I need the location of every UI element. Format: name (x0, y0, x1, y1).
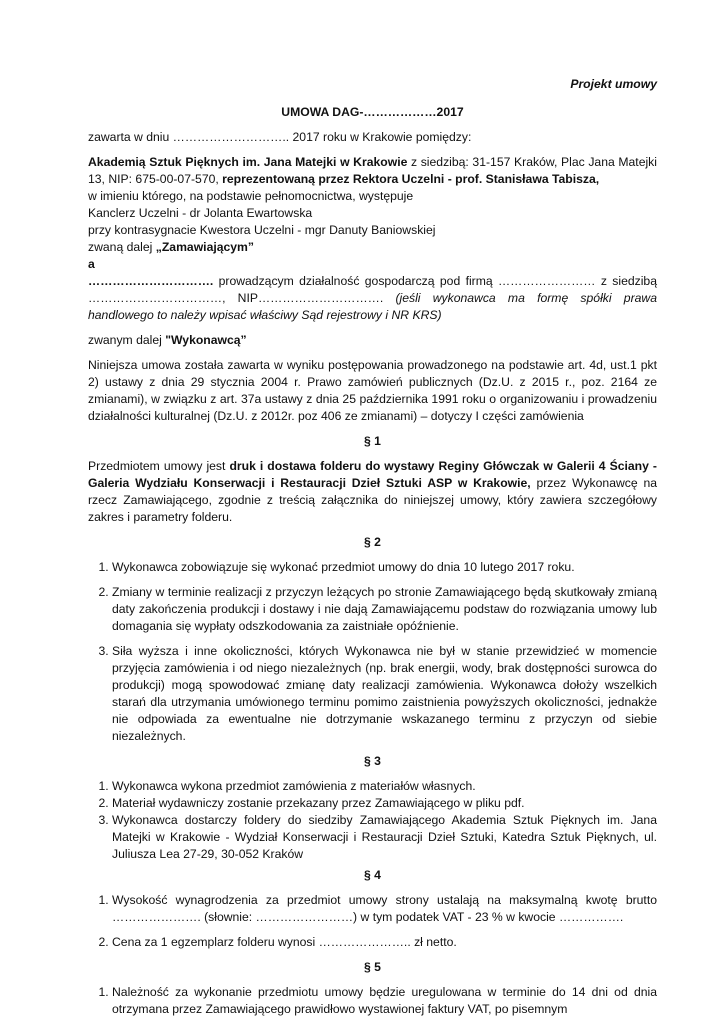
section-5-list (88, 984, 657, 1018)
list-item: 2. Materiał wydawniczy zostanie przekazany przez Zamawiającego w pliku pdf. (112, 795, 657, 812)
basis-paragraph: Niniejsza umowa została zawarta w wyniku postępowania prowadzonego na podstawie art. 4d, ust.1 pkt 2) ustawy z dnia 29 stycznia 2004 r. Prawo zamówień publicznych (Dz.U. z 2015 r., poz. 2164 ze zmianami), w związku z art. 37a ustawy z dnia 25 października 1991 roku o organizowaniu i prowadzeniu działalności kulturalnej (Dz.U. z 2012r. poz 406 ze zmianami) – dotyczy I części zamówienia (88, 358, 657, 423)
s1-bold: druk i dostawa folderu do wystawy Reginy Główczak w Galerii 4 Ściany - Galeria Wydziału Konserwacji i Restauracji Dzieł Sztuki ASP w Krakowie, (88, 459, 657, 490)
party2-text: prowadzącym działalność gospodarczą pod firmą …………………… z siedzibą ……………………………, NIP…………………………. (88, 274, 657, 305)
chancellor-line: Kanclerz Uczelni - dr Jolanta Ewartowska (88, 206, 313, 220)
s1-post: przez Wykonawcę na rzecz Zamawiającego, zgodnie z treścią załącznika do niniejszej umowy, który zawiera szczegółowy zakres i parametry folderu. (88, 476, 657, 524)
list-item: 2. Cena za 1 egzemplarz folderu wynosi ………………….. zł netto. (112, 934, 657, 951)
section-4-list (88, 892, 657, 951)
project-label: Projekt umowy (570, 77, 657, 91)
party1-paragraph (88, 154, 657, 188)
contract-title: UMOWA DAG-………………2017 (281, 105, 464, 119)
called-prefix: zwaną dalej (88, 240, 156, 254)
list-item: 1. Należność za wykonanie przedmiotu umowy będzie uregulowana w terminie do 14 dni od dnia otrzymana przez Zamawiającego prawidłowo wystawionej faktury VAT, po pisemnym (112, 984, 657, 1018)
party2-paragraph (88, 273, 657, 324)
section-2-heading: § 2 (364, 535, 381, 549)
section-3-list (88, 778, 657, 863)
section-3-heading: § 3 (364, 754, 381, 768)
list-item: 3. Siła wyższa i inne okoliczności, których Wykonawca nie był w stanie przewidzieć w momencie przyjęcia zamówienia i od niego niezależnych (np. brak energii, wody, brak dostępności surowca do produkcji) mogą spowodować zmianę daty realizacji zamówienia. Wykonawca dołoży wszelkich starań dla utrzymania umówionego terminu pomimo zaistnienia powyższych okoliczności, jednakże nie odpowiada za ewentualne nie dotrzymanie wskazanego terminu z przyczyn od siebie niezależnych. (112, 643, 657, 745)
list-item: 1. Wykonawca zobowiązuje się wykonać przedmiot umowy do dnia 10 lutego 2017 roku. (112, 559, 657, 576)
called-line (88, 239, 657, 256)
party1-address: z siedzibą: 31-157 Kraków, Plac Jana Matejki 13, NIP: 675-00-07-570, (88, 155, 657, 186)
party1-rep: reprezentowaną przez Rektora Uczelni - prof. Stanisława Tabisza, (222, 172, 600, 186)
list-item: 2. Zmiany w terminie realizacji z przyczyn leżących po stronie Zamawiającego będą skutkowały zmianą daty zakończenia produkcji i dostawy i nie dają Zamawiającemu podstaw do rozwiązania umowy lub domagania się wypłaty odszkodowania za zaistniałe opóźnienie. (112, 584, 657, 635)
party2-note: (jeśli wykonawca ma formę spółki prawa handlowego to należy wpisać właściwy Sąd rejestrowy i NR KRS) (88, 291, 657, 322)
and-word: a (88, 257, 95, 271)
power-line: w imieniu którego, na podstawie pełnomocnictwa, występuje (88, 189, 414, 203)
called2-name: "Wykonawcą” (165, 333, 247, 347)
section-1-paragraph (88, 458, 657, 526)
and-line (88, 256, 657, 273)
section-1-heading: § 1 (364, 434, 381, 448)
list-item: 1. Wysokość wynagrodzenia za przedmiot umowy strony ustalają na maksymalną kwotę brutto …………………. (słownie: ……………………) w tym podatek VAT - 23 % w kwocie ……………. (112, 892, 657, 926)
s1-pre: Przedmiotem umowy jest (88, 459, 230, 473)
party2-blank: …………………………. (88, 274, 219, 288)
quaestor-line: przy kontrasygnacie Kwestora Uczelni - mgr Danuty Baniowskiej (88, 223, 436, 237)
party1-name: Akademią Sztuk Pięknych im. Jana Matejki w Krakowie (88, 155, 408, 169)
called2-prefix: zwanym dalej (88, 333, 166, 347)
called-name: „Zamawiającym” (155, 240, 254, 254)
list-item: 3. Wykonawca dostarczy foldery do siedziby Zamawiającego Akademia Sztuk Pięknych im. Jana Matejki w Krakowie - Wydział Konserwacji i Restauracji Dzieł Sztuki, Katedra Sztuk Pięknych, ul. Juliusza Lea 27-29, 30-052 Kraków (112, 812, 657, 863)
list-item: 1. Wykonawca wykona przedmiot zamówienia z materiałów własnych. (112, 778, 657, 795)
section-5-heading: § 5 (364, 960, 381, 974)
called2-line (88, 332, 657, 349)
date-line: zawarta w dniu ……………………….. 2017 roku w Krakowie pomiędzy: (88, 130, 472, 144)
section-4-heading: § 4 (364, 868, 381, 882)
section-2-list (88, 559, 657, 745)
